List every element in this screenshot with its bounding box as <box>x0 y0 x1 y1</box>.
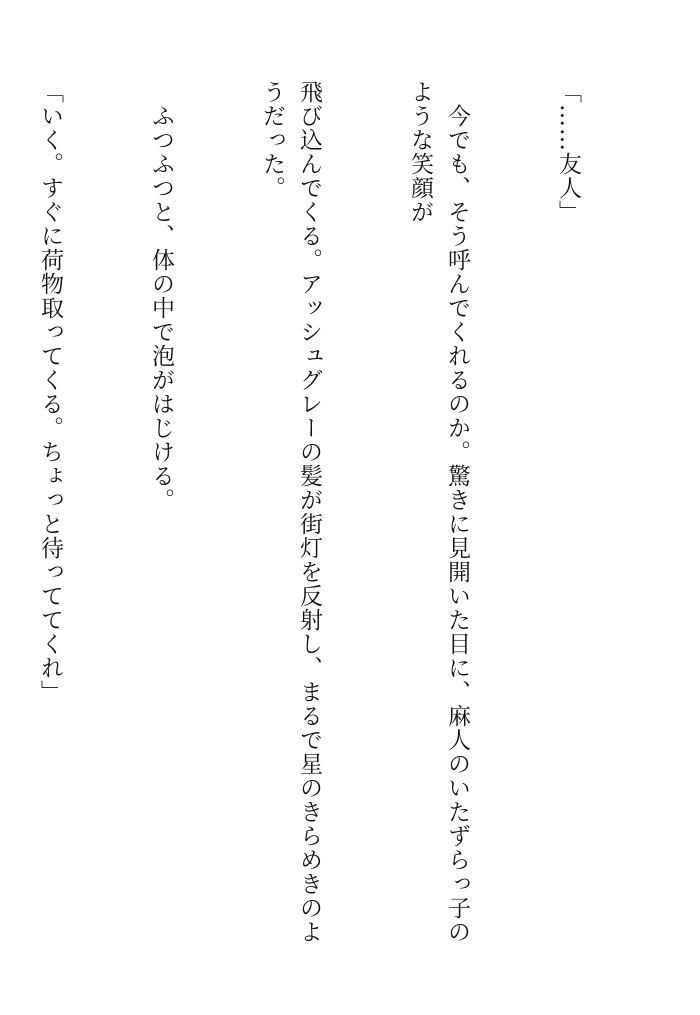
text-line-3: 飛び込んでくる。アッシュグレーの髪が街灯を反射し、まるで星のきらめきのようだった。 <box>259 80 322 944</box>
text-line-2: 今でも、そう呼んでくれるのか。驚きに見開いた目に、麻人のいたずらっ子のような笑顔が <box>407 80 470 944</box>
text-line-1: 「……友人」 <box>555 80 581 224</box>
text-line-4: ふつふつと、体の中で泡がはじける。 <box>148 80 174 512</box>
text-line-5: 「いく。すぐに荷物取ってくる。ちょっと待っててくれ」 <box>37 80 63 704</box>
vertical-text-body <box>0 80 660 960</box>
